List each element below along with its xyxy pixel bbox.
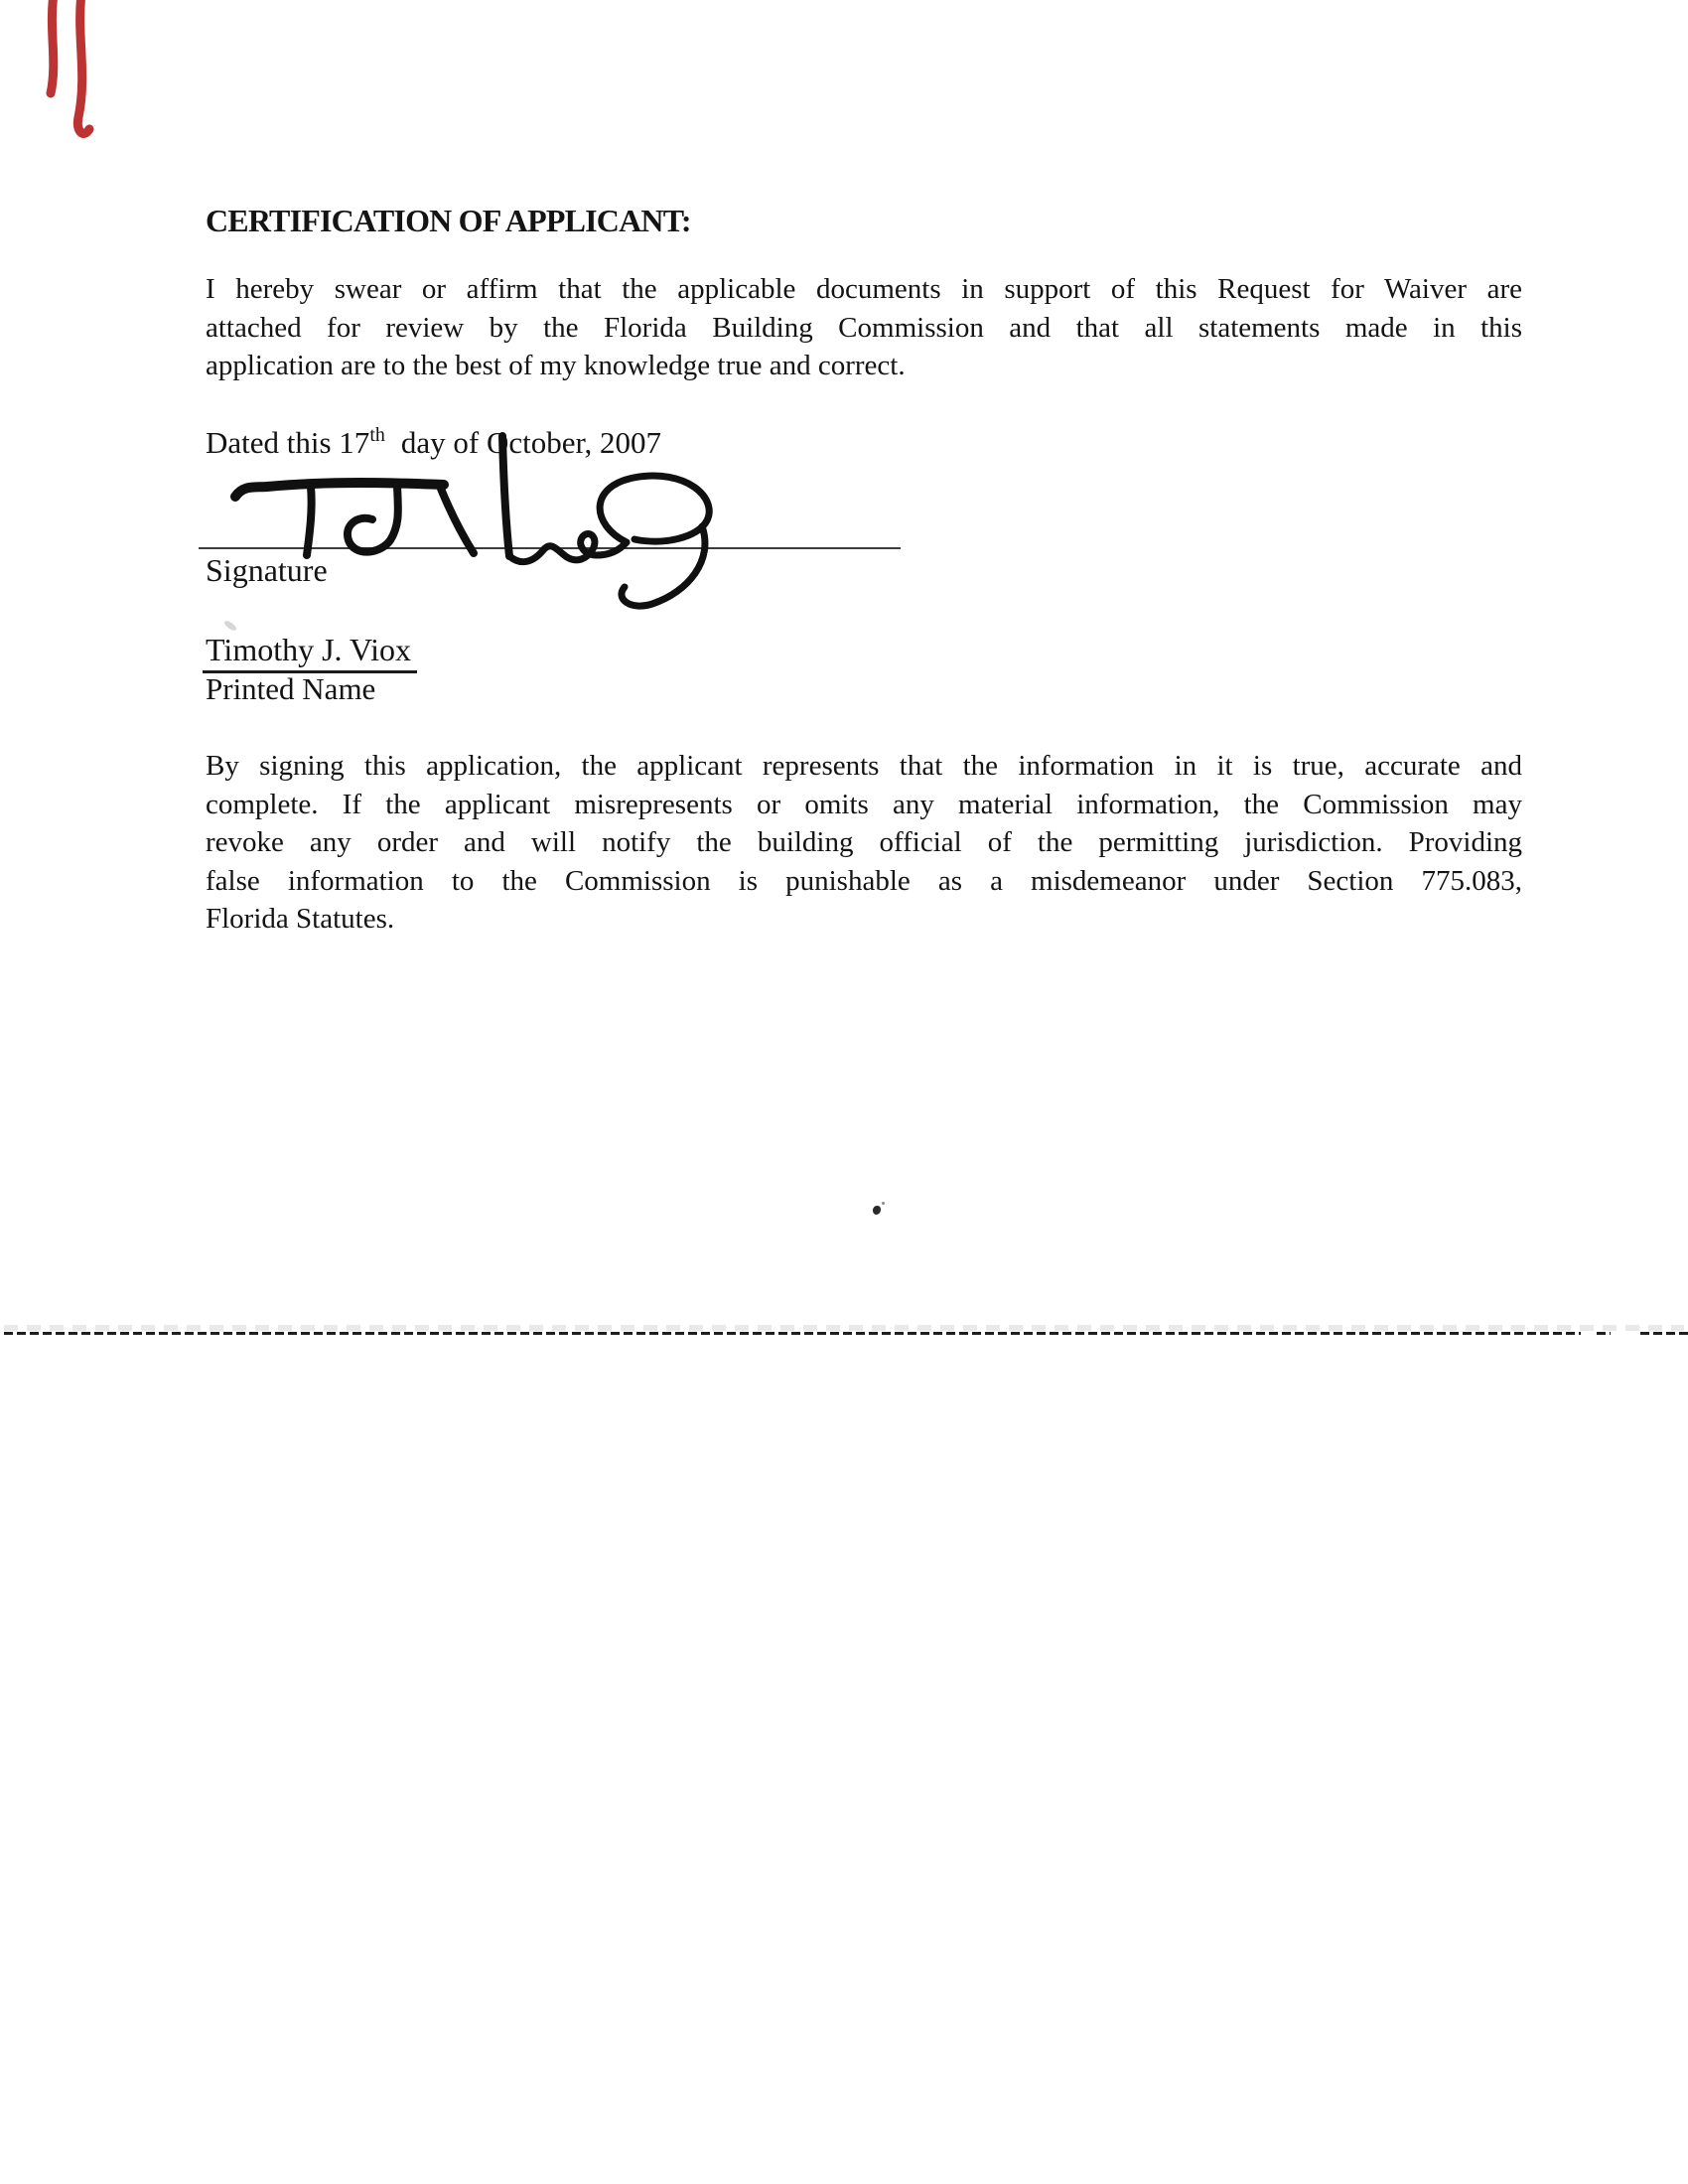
red-pen-marks <box>34 0 105 154</box>
dated-rest: day of October, 2007 <box>400 425 662 460</box>
signature-label: Signature <box>206 552 328 588</box>
certification-paragraph <box>206 270 1522 385</box>
paragraph-line: false information to the Commission is punishable as a misdemeanor under Section 775.083, <box>206 864 1522 897</box>
paragraph-line: complete. If the applicant misrepresents or omits any material information, the Commission may <box>206 788 1522 820</box>
printed-name-value: Timothy J. Viox <box>203 630 417 673</box>
ink-speck <box>873 1206 881 1215</box>
fold-line-shadow <box>4 1325 1684 1331</box>
paragraph-line: By signing this application, the applicant represents that the information in it is true, accurate and <box>206 750 1522 782</box>
fold-line-segment <box>1640 1332 1688 1335</box>
paragraph-line: revoke any order and will notify the building official of the permitting jurisdiction. Providing <box>206 826 1522 859</box>
paragraph-line: application are to the best of my knowledge true and correct. <box>206 350 906 382</box>
page-title: CERTIFICATION OF APPLICANT: <box>206 203 691 238</box>
legal-paragraph <box>206 747 1522 939</box>
fold-line-segment <box>4 1332 1581 1335</box>
ordinal-superscript: th <box>369 424 385 446</box>
paragraph-line: Florida Statutes. <box>206 903 395 936</box>
paragraph-line: attached for review by the Florida Building Commission and that all statements made in this <box>206 311 1522 344</box>
dated-prefix: Dated this 17 <box>206 425 370 460</box>
handwritten-signature <box>194 425 933 619</box>
paragraph-line: I hereby swear or affirm that the applicable documents in support of this Request for Waiver are <box>206 273 1522 305</box>
printed-name-label: Printed Name <box>206 671 376 706</box>
fold-line-segment <box>1597 1332 1611 1335</box>
